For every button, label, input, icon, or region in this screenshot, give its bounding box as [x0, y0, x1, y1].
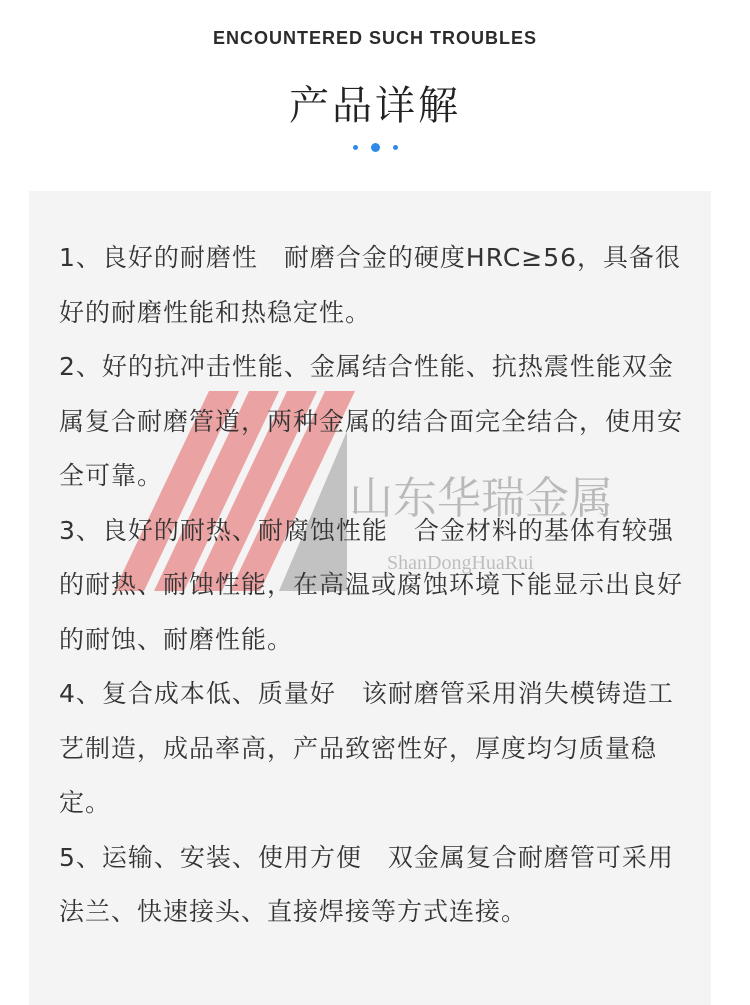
feature-paragraph: 3、良好的耐热、耐腐蚀性能 合金材料的基体有较强的耐热、耐蚀性能，在高温或腐蚀环境下能显示出良好的耐蚀、耐磨性能。 [59, 515, 684, 654]
decoration-dot [393, 145, 398, 150]
decoration-dot [353, 145, 358, 150]
feature-list [59, 231, 699, 940]
watermark-company-name: 山东华瑞金属 [349, 473, 613, 524]
header-eyebrow: ENCOUNTERED SUCH TROUBLES [212, 28, 537, 48]
section-header [0, 0, 750, 190]
feature-paragraph: 1、良好的耐磨性 耐磨合金的硬度HRC≥56，具备很好的耐磨性能和热稳定性。 [59, 243, 682, 327]
page-title: 产品详解 [289, 83, 461, 129]
feature-paragraph: 4、复合成本低、质量好 该耐磨管采用消失模铸造工艺制造，成品率高，产品致密性好，厚度均匀质量稳定。 [59, 679, 674, 817]
title-decoration-dots [0, 143, 750, 152]
feature-paragraph: 2、好的抗冲击性能、金属结合性能、抗热震性能双金属复合耐磨管道，两种金属的结合面完全结合，使用安全可靠。 [59, 352, 684, 490]
feature-paragraph: 5、运输、安装、使用方便 双金属复合耐磨管可采用法兰、快速接头、直接焊接等方式连接。 [59, 842, 674, 926]
watermark-company-pinyin: ShanDongHuaRui [387, 552, 534, 574]
product-detail-panel [29, 191, 711, 1005]
decoration-dot [371, 143, 380, 152]
